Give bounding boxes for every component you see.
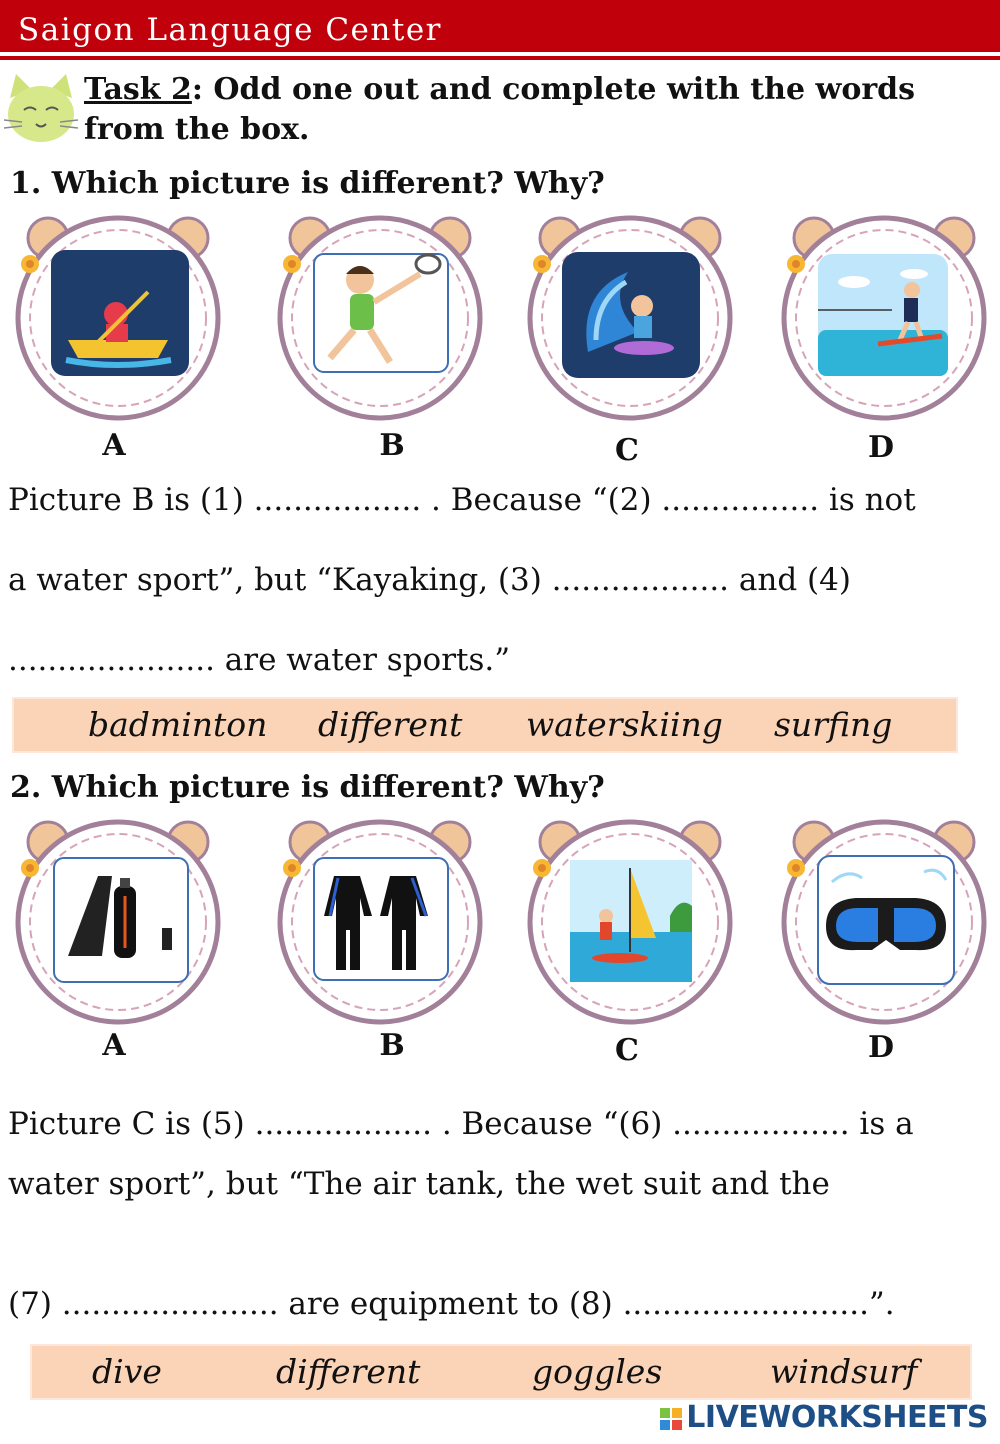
picture-frame-b (270, 212, 490, 422)
picture-frame-a2 (8, 816, 228, 1026)
word-box-2 (30, 1344, 972, 1400)
cat-mascot-icon (2, 70, 80, 146)
task-label: Task 2 (84, 72, 192, 107)
word-box-2-item: windsurf (770, 1352, 918, 1391)
picture-label-d: D (867, 430, 894, 465)
word-box-1-item: waterskiing (526, 705, 723, 744)
picture-frame-c (520, 212, 740, 422)
header-bar (0, 0, 1000, 52)
task-text: : Odd one out and complete with the words from the box. (84, 72, 915, 147)
header-title: Saigon Language Center (18, 12, 442, 48)
picture-frame-d2 (774, 816, 994, 1026)
section1-line-3: ..................... are water sports.” (8, 642, 511, 678)
picture-frame-b2 (270, 816, 490, 1026)
word-box-2-item: dive (92, 1352, 162, 1391)
section2-line-1: Picture C is (5) .................. . Because “(6) .................. is a (8, 1106, 914, 1142)
picture-label-b: B (379, 428, 405, 463)
liveworksheets-logo-icon (660, 1408, 682, 1430)
question-2: 2. Which picture is different? Why? (10, 770, 605, 805)
picture-frame-a (8, 212, 228, 422)
word-box-2-item: different (276, 1352, 421, 1391)
section1-line-2: a water sport”, but “Kayaking, (3) .................. and (4) (8, 562, 851, 598)
header-divider (0, 56, 1000, 60)
word-box-1-item: badminton (88, 705, 268, 744)
picture-label-b2: B (379, 1028, 405, 1063)
picture-label-a2: A (102, 1028, 126, 1063)
picture-label-c2: C (615, 1033, 639, 1068)
task-heading (84, 70, 984, 150)
section2-line-3: (7) ...................... are equipment to (8) .........................”. (8, 1286, 895, 1322)
logo-text: LIVEWORKSHEETS (686, 1400, 988, 1435)
picture-label-c: C (615, 433, 639, 468)
question-1: 1. Which picture is different? Why? (10, 166, 605, 201)
picture-label-a: A (102, 428, 126, 463)
liveworksheets-logo[interactable] (660, 1400, 988, 1435)
section2-line-2: water sport”, but “The air tank, the wet suit and the (8, 1166, 830, 1202)
word-box-1-item: different (318, 705, 463, 744)
word-box-1-item: surfing (774, 705, 893, 744)
picture-frame-d (774, 212, 994, 422)
word-box-1 (12, 697, 958, 753)
section1-line-1: Picture B is (1) ................. . Because “(2) ................ is not (8, 482, 916, 518)
picture-frame-c2 (520, 816, 740, 1026)
picture-label-d2: D (867, 1030, 894, 1065)
word-box-2-item: goggles (532, 1352, 663, 1391)
